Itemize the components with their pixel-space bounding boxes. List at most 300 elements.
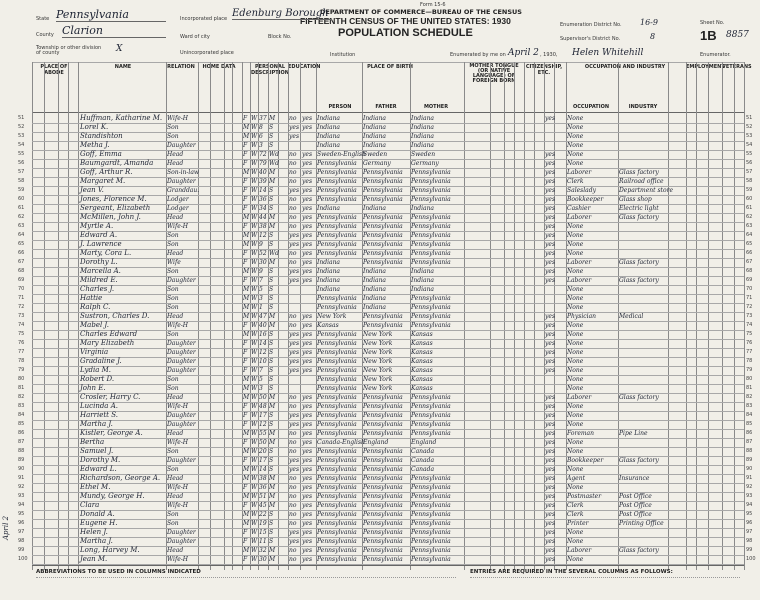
cell-sex: M <box>243 124 250 131</box>
table-row <box>0 393 760 402</box>
cell-read: yes <box>302 151 313 158</box>
cell-sex: M <box>243 547 250 554</box>
cell-school: no <box>289 484 297 491</box>
col-person: PERSON <box>328 104 352 110</box>
sheet-extra: 8857 <box>726 30 749 40</box>
cell-sex: F <box>243 529 248 536</box>
cell-eng: yes <box>545 466 556 473</box>
cell-name: Martha J. <box>80 420 113 428</box>
cell-rel: Daughter <box>167 277 196 284</box>
cell-fb: Pennsylvania <box>363 547 403 554</box>
cell-pb: Pennsylvania <box>317 187 357 194</box>
cell-mb: Pennsylvania <box>411 412 451 419</box>
cell-fb: Pennsylvania <box>363 322 403 329</box>
table-row <box>0 456 760 465</box>
cell-ms: S <box>269 457 274 464</box>
cell-name: Jean V. <box>80 186 104 194</box>
table-row <box>0 276 760 285</box>
table-row <box>0 537 760 546</box>
cell-pb: Indiana <box>317 133 341 140</box>
supervisor-label: Supervisor's District No. <box>560 36 621 42</box>
cell-sex: F <box>243 250 248 257</box>
line-number: 97 <box>18 529 25 535</box>
cell-name: Mundy, George H. <box>80 492 145 500</box>
cell-read: yes <box>302 259 313 266</box>
cell-rel: Wife-H <box>167 502 189 509</box>
cell-rel: Son-in-law <box>167 169 200 176</box>
cell-fb: Pennsylvania <box>363 421 403 428</box>
cell-mb: Pennsylvania <box>411 232 451 239</box>
cell-ms: S <box>269 412 274 419</box>
cell-pb: Pennsylvania <box>317 466 357 473</box>
cell-mb: Indiana <box>411 124 435 131</box>
cell-mb: Indiana <box>411 277 435 284</box>
institution-label: Institution <box>330 52 356 58</box>
table-row <box>0 177 760 186</box>
cell-eng: yes <box>545 115 556 122</box>
cell-read: yes <box>302 358 313 365</box>
cell-eng: yes <box>545 547 556 554</box>
cell-age: 38 <box>259 223 267 230</box>
line-number-right: 81 <box>746 385 753 391</box>
line-number-right: 97 <box>746 529 753 535</box>
cell-race: W <box>251 286 258 293</box>
cell-name: John E. <box>80 384 106 392</box>
cell-race: W <box>251 142 258 149</box>
line-number: 94 <box>18 502 25 508</box>
cell-read: yes <box>302 529 313 536</box>
line-number-right: 73 <box>746 313 753 319</box>
cell-race: W <box>251 358 258 365</box>
cell-rel: Son <box>167 124 179 131</box>
cell-age: 14 <box>259 340 267 347</box>
cell-name: Ralph C. <box>80 303 111 311</box>
cell-fb: Pennsylvania <box>363 475 403 482</box>
cell-school: no <box>289 511 297 518</box>
line-number-right: 58 <box>746 178 753 184</box>
cell-race: W <box>251 295 258 302</box>
cell-fb: New York <box>363 349 393 356</box>
cell-mb: Pennsylvania <box>411 250 451 257</box>
cell-age: 6 <box>259 133 263 140</box>
cell-eng: yes <box>545 511 556 518</box>
cell-ms: S <box>269 538 274 545</box>
cell-ind: Electric light <box>619 205 659 212</box>
cell-race: W <box>251 223 258 230</box>
cell-pb: Pennsylvania <box>317 502 357 509</box>
cell-ms: M <box>269 556 276 563</box>
cell-school: no <box>289 394 297 401</box>
cell-eng: yes <box>545 475 556 482</box>
cell-name: Crosler, Harry C. <box>80 393 141 401</box>
cell-race: W <box>251 214 258 221</box>
cell-occ: None <box>567 151 584 158</box>
band-home-data: HOME DATA <box>202 64 236 70</box>
cell-fb: Indiana <box>363 268 387 275</box>
cell-ms: M <box>269 322 276 329</box>
enum-district-value: 16-9 <box>640 18 658 27</box>
line-number-right: 82 <box>746 394 753 400</box>
cell-fb: Indiana <box>363 205 387 212</box>
cell-pb: Indiana <box>317 205 341 212</box>
cell-race: W <box>251 187 258 194</box>
line-number: 60 <box>18 196 25 202</box>
cell-occ: Clerk <box>567 511 584 518</box>
cell-school: no <box>289 160 297 167</box>
cell-read: yes <box>302 187 313 194</box>
cell-age: 37 <box>259 115 267 122</box>
cell-fb: Pennsylvania <box>363 178 403 185</box>
cell-name: Margaret M. <box>80 177 126 185</box>
cell-occ: None <box>567 412 584 419</box>
table-row <box>0 222 760 231</box>
cell-sex: M <box>243 394 250 401</box>
cell-race: W <box>251 439 258 446</box>
table-row <box>0 303 760 312</box>
cell-rel: Son <box>167 241 179 248</box>
cell-read: yes <box>302 277 313 284</box>
cell-occ: Foreman <box>567 430 594 437</box>
cell-read: yes <box>302 313 313 320</box>
line-number-right: 63 <box>746 223 753 229</box>
cell-rel: Daughter <box>167 367 196 374</box>
cell-rel: Head <box>167 160 184 167</box>
cell-name: Dorothy L. <box>80 258 118 266</box>
cell-read: yes <box>302 493 313 500</box>
cell-rel: Head <box>167 151 184 158</box>
cell-rel: Son <box>167 304 179 311</box>
cell-eng: yes <box>545 205 556 212</box>
line-number-right: 64 <box>746 232 753 238</box>
cell-age: 11 <box>259 538 267 545</box>
cell-race: W <box>251 520 258 527</box>
cell-school: yes <box>289 529 300 536</box>
cell-name: Standishton <box>80 132 123 140</box>
cell-occ: Saleslady <box>567 187 596 194</box>
cell-school: yes <box>289 367 300 374</box>
cell-fb: Sweden <box>363 151 388 158</box>
cell-read: yes <box>302 394 313 401</box>
cell-rel: Son <box>167 268 179 275</box>
cell-school: no <box>289 448 297 455</box>
cell-fb: Indiana <box>363 304 387 311</box>
cell-sex: M <box>243 241 250 248</box>
cell-occ: None <box>567 295 584 302</box>
cell-pb: Pennsylvania <box>317 412 357 419</box>
cell-name: Bertha <box>80 438 105 446</box>
cell-occ: Laborer <box>567 259 592 266</box>
cell-occ: None <box>567 439 584 446</box>
cell-mb: Pennsylvania <box>411 259 451 266</box>
cell-fb: Pennsylvania <box>363 241 403 248</box>
cell-race: W <box>251 367 258 374</box>
cell-ms: S <box>269 511 274 518</box>
enumerator-label: Enumerator. <box>700 52 731 58</box>
cell-sex: F <box>243 403 248 410</box>
cell-rel: Daughter <box>167 529 196 536</box>
cell-fb: Pennsylvania <box>363 493 403 500</box>
cell-school: yes <box>289 241 300 248</box>
cell-ms: S <box>269 241 274 248</box>
cell-mb: Indiana <box>411 286 435 293</box>
cell-fb: Pennsylvania <box>363 448 403 455</box>
cell-sex: M <box>243 133 250 140</box>
cell-mb: England <box>411 439 437 446</box>
cell-rel: Son <box>167 520 179 527</box>
cell-ms: M <box>269 169 276 176</box>
cell-name: Kistler, George A. <box>80 429 143 437</box>
cell-age: 9 <box>259 241 263 248</box>
cell-mb: Pennsylvania <box>411 502 451 509</box>
entries-table <box>470 577 740 598</box>
cell-age: 32 <box>259 547 267 554</box>
line-number-right: 83 <box>746 403 753 409</box>
cell-mb: Indiana <box>411 115 435 122</box>
cell-ms: M <box>269 115 276 122</box>
cell-fb: Indiana <box>363 277 387 284</box>
cell-ms: S <box>269 124 274 131</box>
cell-ms: M <box>269 547 276 554</box>
cell-rel: Son <box>167 448 179 455</box>
cell-race: W <box>251 313 258 320</box>
line-number-right: 87 <box>746 439 753 445</box>
table-row <box>0 501 760 510</box>
cell-mb: Pennsylvania <box>411 304 451 311</box>
cell-school: yes <box>289 133 300 140</box>
col-occupation: OCCUPATION <box>572 104 610 110</box>
band-veterans: VETERANS <box>722 64 752 70</box>
cell-eng: yes <box>545 169 556 176</box>
cell-school: no <box>289 196 297 203</box>
cell-mb: Canada <box>411 466 435 473</box>
cell-read: yes <box>302 457 313 464</box>
cell-ind: Glass factory <box>619 547 659 554</box>
cell-eng: yes <box>545 313 556 320</box>
cell-occ: None <box>567 448 584 455</box>
cell-sex: M <box>243 511 250 518</box>
cell-pb: New York <box>317 313 347 320</box>
table-row <box>0 168 760 177</box>
table-row <box>0 258 760 267</box>
cell-name: Samuel J. <box>80 447 114 455</box>
cell-race: W <box>251 385 258 392</box>
cell-fb: New York <box>363 385 393 392</box>
cell-name: Baumgardt, Amanda <box>80 159 154 167</box>
cell-race: W <box>251 160 258 167</box>
cell-pb: Pennsylvania <box>317 232 357 239</box>
cell-read: yes <box>302 448 313 455</box>
cell-pb: Pennsylvania <box>317 358 357 365</box>
cell-sex: F <box>243 484 248 491</box>
state-label: State <box>36 16 50 22</box>
cell-read: yes <box>302 349 313 356</box>
cell-rel: Head <box>167 214 184 221</box>
cell-read: yes <box>302 538 313 545</box>
cell-sex: F <box>243 187 248 194</box>
cell-rel: Daughter <box>167 421 196 428</box>
cell-school: no <box>289 547 297 554</box>
state-value: Pennsylvania <box>56 8 166 22</box>
line-number-right: 74 <box>746 322 753 328</box>
cell-age: 40 <box>259 322 267 329</box>
cell-race: W <box>251 241 258 248</box>
table-row <box>0 420 760 429</box>
cell-sex: M <box>243 295 250 302</box>
cell-race: W <box>251 340 258 347</box>
cell-race: W <box>251 412 258 419</box>
table-row <box>0 186 760 195</box>
cell-age: 38 <box>259 475 267 482</box>
cell-race: W <box>251 322 258 329</box>
cell-rel: Daughter <box>167 349 196 356</box>
cell-mb: Kansas <box>411 367 433 374</box>
cell-mb: Pennsylvania <box>411 169 451 176</box>
cell-fb: Pennsylvania <box>363 529 403 536</box>
cell-name: Donald A. <box>80 510 115 518</box>
cell-occ: Clerk <box>567 178 584 185</box>
cell-sex: F <box>243 538 248 545</box>
cell-school: no <box>289 520 297 527</box>
cell-rel: Daughter <box>167 178 196 185</box>
cell-occ: None <box>567 529 584 536</box>
line-number: 99 <box>18 547 25 553</box>
cell-occ: None <box>567 349 584 356</box>
line-number: 95 <box>18 511 25 517</box>
cell-pb: Pennsylvania <box>317 295 357 302</box>
cell-sex: F <box>243 340 248 347</box>
cell-ms: S <box>269 349 274 356</box>
line-number: 58 <box>18 178 25 184</box>
cell-fb: Pennsylvania <box>363 430 403 437</box>
cell-sex: F <box>243 367 248 374</box>
table-row <box>0 285 760 294</box>
cell-sex: M <box>243 304 250 311</box>
cell-name: Dorothy M. <box>80 456 121 464</box>
cell-occ: Bookkeeper <box>567 457 604 464</box>
cell-read: yes <box>302 124 313 131</box>
cell-read: yes <box>302 205 313 212</box>
cell-pb: Pennsylvania <box>317 367 357 374</box>
band-personal: PERSONAL DESCRIPTION <box>251 64 289 76</box>
line-number-right: 96 <box>746 520 753 526</box>
cell-fb: Indiana <box>363 295 387 302</box>
enumerated-label: Enumerated by me on <box>450 52 506 58</box>
cell-occ: None <box>567 385 584 392</box>
cell-read: yes <box>302 475 313 482</box>
cell-eng: yes <box>545 277 556 284</box>
line-number: 79 <box>18 367 25 373</box>
table-row <box>0 555 760 564</box>
line-number: 83 <box>18 403 25 409</box>
cell-ms: S <box>269 187 274 194</box>
cell-occ: None <box>567 358 584 365</box>
line-number-right: 57 <box>746 169 753 175</box>
cell-school: yes <box>289 187 300 194</box>
cell-name: Edward A. <box>80 231 118 239</box>
cell-sex: F <box>243 358 248 365</box>
cell-age: 22 <box>259 511 267 518</box>
cell-school: no <box>289 178 297 185</box>
table-row <box>0 321 760 330</box>
cell-pb: Pennsylvania <box>317 556 357 563</box>
line-number: 70 <box>18 286 25 292</box>
cell-occ: Cashier <box>567 205 591 212</box>
line-number: 71 <box>18 295 25 301</box>
cell-mb: Pennsylvania <box>411 322 451 329</box>
table-row <box>0 213 760 222</box>
cell-ms: M <box>269 493 276 500</box>
cell-occ: None <box>567 142 584 149</box>
cell-read: yes <box>302 223 313 230</box>
cell-age: 3 <box>259 142 263 149</box>
table-row <box>0 411 760 420</box>
cell-mb: Pennsylvania <box>411 295 451 302</box>
cell-mb: Pennsylvania <box>411 475 451 482</box>
cell-school: yes <box>289 421 300 428</box>
cell-age: 9 <box>259 268 263 275</box>
line-number-right: 86 <box>746 430 753 436</box>
cell-rel: Head <box>167 250 184 257</box>
cell-eng: yes <box>545 412 556 419</box>
cell-mb: Pennsylvania <box>411 196 451 203</box>
table-row <box>0 312 760 321</box>
cell-rel: Wife-H <box>167 556 189 563</box>
cell-mb: Pennsylvania <box>411 214 451 221</box>
enumerated-year: , 1930, <box>540 52 558 58</box>
line-number-right: 54 <box>746 142 753 148</box>
cell-name: Charles Edward <box>80 330 138 338</box>
cell-mb: Pennsylvania <box>411 547 451 554</box>
cell-pb: Indiana <box>317 277 341 284</box>
cell-race: W <box>251 250 258 257</box>
cell-school: yes <box>289 124 300 131</box>
band-mother-tongue: MOTHER TONGUE (OR NATIVE LANGUAGE) OF FOREIGN BORN <box>469 63 519 84</box>
cell-pb: Canada-English <box>317 439 365 446</box>
unincorporated-label: Unincorporated place <box>180 50 234 56</box>
cell-fb: Pennsylvania <box>363 169 403 176</box>
line-number-right: 51 <box>746 115 753 121</box>
line-number: 98 <box>18 538 25 544</box>
cell-school: yes <box>289 358 300 365</box>
line-number: 86 <box>18 430 25 436</box>
table-row <box>0 483 760 492</box>
cell-race: W <box>251 115 258 122</box>
line-number: 61 <box>18 205 25 211</box>
cell-occ: None <box>567 115 584 122</box>
cell-pb: Pennsylvania <box>317 250 357 257</box>
cell-sex: F <box>243 178 248 185</box>
cell-ms: M <box>269 502 276 509</box>
cell-occ: None <box>567 304 584 311</box>
cell-rel: Son <box>167 331 179 338</box>
cell-ms: S <box>269 448 274 455</box>
cell-sex: F <box>243 322 248 329</box>
cell-race: W <box>251 133 258 140</box>
cell-fb: Pennsylvania <box>363 484 403 491</box>
line-number-right: 62 <box>746 214 753 220</box>
cell-pb: Pennsylvania <box>317 421 357 428</box>
cell-race: W <box>251 502 258 509</box>
line-number: 63 <box>18 223 25 229</box>
cell-read: yes <box>302 322 313 329</box>
cell-fb: Pennsylvania <box>363 412 403 419</box>
band-relation: RELATION <box>167 64 195 70</box>
line-number: 76 <box>18 340 25 346</box>
cell-ms: S <box>269 142 274 149</box>
cell-occ: None <box>567 268 584 275</box>
cell-school: no <box>289 322 297 329</box>
cell-pb: Indiana <box>317 124 341 131</box>
